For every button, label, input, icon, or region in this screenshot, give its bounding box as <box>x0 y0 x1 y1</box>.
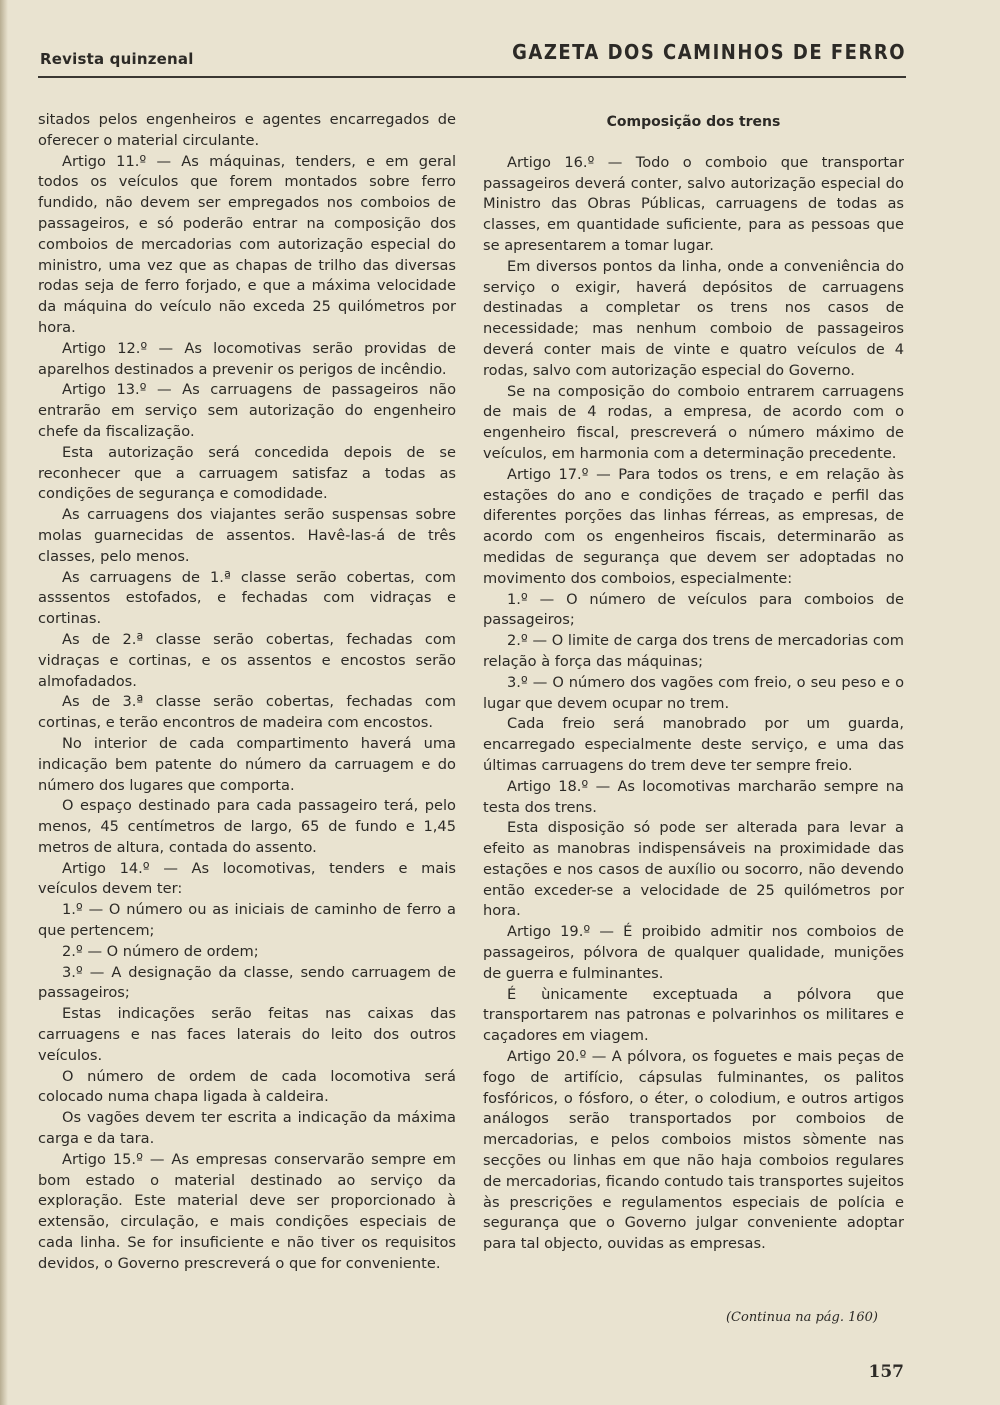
right-text-column <box>483 110 904 1255</box>
paragraph: As carruagens dos viajantes serão suspensas sobre molas guarnecidas de assentos. Havê-las-á de três classes, pelo menos. <box>38 506 456 565</box>
paragraph: Artigo 20.º — A pólvora, os foguetes e mais peças de fogo de artifício, cápsulas fulminantes, os palitos fosfóricos, o fósforo, o éter, o colodium, e outros artigos análogos serão transportados por comboios de mercadorias, e pelos comboios mistos sòmente nas secções ou linhas em que não haja comboios regulares de mercadorias, ficando contudo tais transportes sujeitos às prescrições e regulamentos especiais de polícia e segurança que o Governo julgar conveniente adoptar para tal objecto, ouvidas as empresas. <box>483 1048 904 1253</box>
paragraph: 1.º — O número ou as iniciais de caminho de ferro a que pertencem; <box>38 901 456 940</box>
paragraph: É ùnicamente exceptuada a pólvora que transportarem nas patronas e polvarinhos os militares e caçadores em viagem. <box>483 985 904 1045</box>
paragraph: Os vagões devem ter escrita a indicação da máxima carga e da tara. <box>38 1109 456 1148</box>
paragraph: Artigo 17.º — Para todos os trens, e em relação às estações do ano e condições de traçado e perfil das diferentes porções das linhas férreas, as empresas, de acordo com os engenheiros fiscais, determinarão as medidas de segurança que devem ser adoptadas no movimento dos comboios, especialmente: <box>483 465 904 587</box>
paragraph: Esta autorização será concedida depois de se reconhecer que a carruagem satisfaz a todas as condições de segurança e comodidade. <box>38 443 456 503</box>
paragraph: Artigo 18.º — As locomotivas marcharão sempre na testa dos trens. <box>483 777 904 816</box>
paragraph: Artigo 16.º — Todo o comboio que transportar passageiros deverá conter, salvo autorização especial do Ministro das Obras Públicas, carruagens de todas as classes, em quantidade suficiente, para as pessoas que se apresentarem a tomar lugar. <box>483 153 904 254</box>
paragraph: 2.º — O limite de carga dos trens de mercadorias com relação à força das máquinas; <box>483 632 904 670</box>
header-left-label: Revista quinzenal <box>40 50 194 68</box>
paragraph: As de 2.ª classe serão cobertas, fechadas com vidraças e cortinas, e os assentos e encostos serão almofadados. <box>38 630 456 690</box>
paragraph: As de 3.ª classe serão cobertas, fechadas com cortinas, e terão encontros de madeira com encostos. <box>38 693 456 732</box>
paragraph: Em diversos pontos da linha, onde a conveniência do serviço o exigir, haverá depósitos de carruagens destinadas a completar os trens nos casos de necessidade; mas nenhum comboio de passageiros deverá conter mais de vinte e quatro veículos de 4 rodas, salvo com autorização especial do Governo. <box>483 257 904 379</box>
paragraph: Artigo 15.º — As empresas conservarão sempre em bom estado o material destinado ao serviço da exploração. Este material deve ser proporcionado à extensão, circulação, e mais condições especiais de cada linha. Se for insuficiente e não tiver os requisitos devidos, o Governo prescreverá o que for conveniente. <box>38 1150 456 1272</box>
publication-title: GAZETA DOS CAMINHOS DE FERRO <box>512 40 906 64</box>
paragraph: Artigo 19.º — É proibido admitir nos comboios de passageiros, pólvora de qualquer qualidade, munições de guerra e fulminantes. <box>483 923 904 982</box>
running-header <box>38 36 906 78</box>
paragraph: No interior de cada compartimento haverá uma indicação bem patente do número da carruagem e do número dos lugares que comporta. <box>38 734 456 794</box>
paragraph: As carruagens de 1.ª classe serão cobertas, com asssentos estofados, e fechadas com vidraças e cortinas. <box>38 568 456 628</box>
paragraph: Artigo 14.º — As locomotivas, tenders e mais veículos devem ter: <box>38 859 456 898</box>
continuation-note: (Continua na pág. 160) <box>725 1310 878 1325</box>
paragraph: Estas indicações serão feitas nas caixas das carruagens e nas faces laterais do leito dos outros veículos. <box>38 1005 456 1064</box>
page-binding-shadow <box>0 0 8 1405</box>
page-number: 157 <box>868 1362 904 1382</box>
paragraph: Esta disposição só pode ser alterada para levar a efeito as manobras indispensáveis na proximidade das estações e nos casos de auxílio ou socorro, não devendo então exceder-se a velocidade de 25 quilómetros por hora. <box>483 819 904 920</box>
paragraph: 3.º — O número dos vagões com freio, o seu peso e o lugar que devem ocupar no trem. <box>483 673 904 712</box>
paragraph: O número de ordem de cada locomotiva será colocado numa chapa ligada à caldeira. <box>38 1067 456 1106</box>
paragraph: O espaço destinado para cada passageiro terá, pelo menos, 45 centímetros de largo, 65 de fundo e 1,45 metros de altura, contada do assento. <box>38 797 456 856</box>
paragraph: 2.º — O número de ordem; <box>62 942 259 960</box>
paragraph: Se na composição do comboio entrarem carruagens de mais de 4 rodas, a empresa, de acordo com o engenheiro fiscal, prescreverá o número máximo de veículos, em harmonia com a determinação precedente. <box>483 382 904 462</box>
paragraph: Artigo 11.º — As máquinas, tenders, e em geral todos os veículos que forem montados sobre ferro fundido, não devem ser empregados nos comboios de passageiros, e só poderão entrar na composição dos comboios de mercadorias com autorização especial do ministro, uma vez que as chapas de trilho das diversas rodas seja de ferro forjado, e que a máxima velocidade da máquina do veículo não exceda 25 quilómetros por hora. <box>38 152 456 336</box>
paragraph: Artigo 13.º — As carruagens de passageiros não entrarão em serviço sem autorização do engenheiro chefe da fiscalização. <box>38 381 456 440</box>
left-text-column <box>38 110 456 1275</box>
paragraph: Cada freio será manobrado por um guarda, encarregado especialmente deste serviço, e uma das últimas carruagens do trem deve ter sempre freio. <box>483 715 904 774</box>
paragraph: Artigo 12.º — As locomotivas serão providas de aparelhos destinados a prevenir os perigos de incêndio. <box>38 339 456 378</box>
paragraph: 3.º — A designação da classe, sendo carruagem de passageiros; <box>38 963 456 1002</box>
paragraph: 1.º — O número de veículos para comboios de passageiros; <box>483 590 904 629</box>
paragraph: sitados pelos engenheiros e agentes encarregados de oferecer o material circulante. <box>38 111 456 149</box>
section-title: Composição dos trens <box>606 114 781 130</box>
